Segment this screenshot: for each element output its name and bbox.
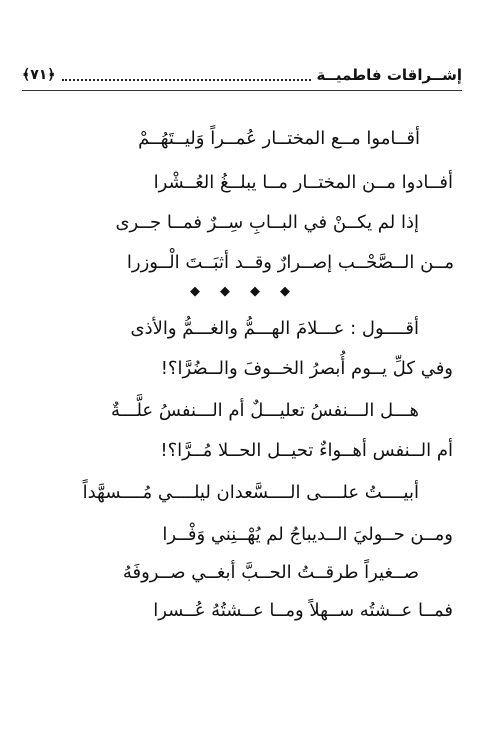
running-title: إشــراقات فاطميــة [316, 66, 462, 84]
separator-diamond-icon: ◆ [190, 284, 200, 299]
separator-diamond-icon: ◆ [280, 284, 290, 299]
page-header [22, 62, 462, 88]
verse-line-3: إذا لم يكــنْ في البــابِ سِــرٌ فمــا جــرى [115, 212, 419, 233]
verse-line-6: وفي كلِّ يــوم أُبصرُ الخــوفَ والــضُرَّا؟! [160, 358, 453, 379]
verse-line-10: ومــن حــوليَ الــديباجُ لم يُهْــنِني وَفْــرا [162, 524, 453, 545]
verse-line-11: صــغيراً طرقــتُ الحــبَّ أبغــي صــروفَهُ [122, 562, 419, 583]
verse-line-4: مــن الــصَّحْــب إصــرارٌ وقــد أثبَــتَ الْــوزرا [126, 252, 454, 273]
verse-line-5: أقــــول : عـــلامَ الهـــمُّ والغـــمُّ والأذى [130, 318, 419, 339]
page-number: ﴿٧١﴾ [22, 67, 56, 83]
leader-dots [62, 75, 311, 81]
header-rule [22, 90, 462, 91]
verse-line-12: فمــا عــشتُه ســهلاً ومــا عــشتُهُ عُــسرا [153, 600, 453, 621]
separator-diamond-icon: ◆ [250, 284, 260, 299]
stanza-separator [190, 284, 290, 299]
separator-diamond-icon: ◆ [220, 284, 230, 299]
verse-line-1: أقــاموا مــع المختــار عُمــراً وَليــتَهُــمْ [138, 128, 420, 149]
verse-line-9: أبيــــتُ علــــى الــــسَّعدان ليلــــي مُــــسهَّداً [82, 482, 419, 503]
verse-line-8: أم الــنفس أهــواءٌ تحيــل الحــلا مُــرَّا؟! [160, 440, 453, 461]
verse-line-2: أفــادوا مــن المختــار مــا يبلــغُ العُــشْرا [153, 172, 453, 193]
verse-line-7: هـــل الـــنفسُ تعليـــلٌ أم الـــنفسُ علَّـــةٌ [111, 400, 419, 421]
